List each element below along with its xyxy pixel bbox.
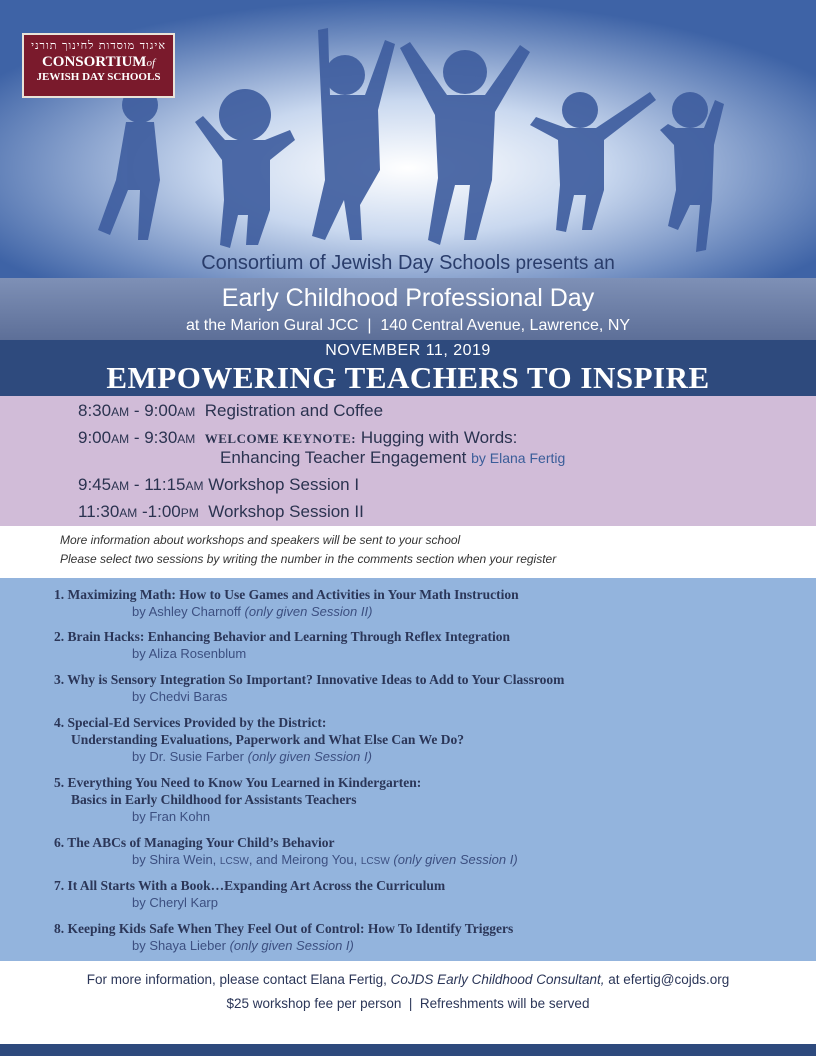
workshop-presenter: by Cheryl Karp (132, 895, 218, 910)
schedule-row (78, 502, 364, 522)
schedule-row (78, 428, 517, 448)
time-ampm: AM (119, 506, 138, 520)
time-start: 11:30 (78, 502, 120, 521)
time-sep: - (137, 502, 148, 521)
logo-hebrew-text: איגוד מוסדות לחינוך תורני (31, 39, 166, 52)
time-end: 9:30 (144, 428, 178, 447)
workshop-item (54, 774, 421, 825)
contact-line (0, 972, 816, 987)
keynote-label: WELCOME KEYNOTE: (204, 431, 357, 446)
time-sep: - (129, 401, 145, 420)
schedule-item-text: Hugging with Words: (360, 428, 518, 447)
time-start: 9:45 (78, 475, 112, 494)
workshop-presenter: by Fran Kohn (132, 809, 211, 824)
workshop-title: 5. Everything You Need to Know You Learned in Kindergarten: (54, 775, 422, 790)
workshop-title: 7. It All Starts With a Book…Expanding Art Across the Curriculum (54, 878, 446, 893)
contact-role: CoJDS Early Childhood Consultant, (390, 972, 605, 987)
workshop-item (54, 628, 510, 662)
schedule-row (78, 475, 359, 495)
time-ampm: AM (111, 479, 130, 493)
workshop-item (54, 671, 564, 705)
org-name: Consortium of Jewish Day Schools (201, 252, 511, 274)
workshop-item (54, 714, 464, 765)
time-ampm: AM (185, 479, 204, 493)
bottom-bar (0, 1044, 816, 1056)
time-start: 8:30 (78, 401, 112, 420)
contact-email: at efertig@cojds.org (604, 972, 730, 987)
note-line: Please select two sessions by writing the number in the comments section when your register (60, 552, 557, 566)
workshop-presenter: by Shaya Lieber (only given Session I) (132, 938, 354, 953)
workshop-presenter: by Shira Wein, LCSW, and Meirong You, LCSW (only given Session I) (132, 852, 518, 867)
presents-line (0, 252, 816, 275)
workshop-title: 6. The ABCs of Managing Your Child’s Behavior (54, 835, 335, 850)
title-band (0, 278, 816, 340)
time-ampm: AM (111, 432, 130, 446)
workshop-item (54, 834, 518, 870)
schedule-row (78, 401, 383, 421)
workshop-item (54, 877, 445, 911)
event-location: at the Marion Gural JCC | 140 Central Avenue, Lawrence, NY (185, 317, 631, 334)
schedule-item-text: Registration and Coffee (204, 401, 384, 420)
time-ampm: PM (180, 506, 199, 520)
schedule-item-text: Workshop Session I (208, 475, 360, 494)
time-ampm: AM (177, 432, 196, 446)
note-line: More information about workshops and speakers will be sent to your school (60, 533, 461, 547)
time-end: 1:00 (147, 502, 181, 521)
schedule-row-continued (220, 448, 565, 468)
keynote-speaker: by Elana Fertig (471, 450, 566, 466)
workshop-presenter: by Ashley Charnoff (only given Session II) (132, 604, 373, 619)
workshop-presenter: by Aliza Rosenblum (132, 646, 247, 661)
workshop-title: Basics in Early Childhood for Assistants Teachers (71, 792, 357, 807)
workshop-title: 3. Why is Sensory Integration So Important? Innovative Ideas to Add to Your Classroom (54, 672, 565, 687)
schedule-item-text: Enhancing Teacher Engagement (220, 448, 467, 467)
logo-line-1: CONSORTIUMof (41, 54, 156, 70)
contact-text: For more information, please contact Elana Fertig, (86, 972, 391, 987)
fee-line: $25 workshop fee per person | Refreshments will be served (226, 996, 590, 1011)
hero-banner (0, 0, 816, 280)
time-ampm: AM (111, 405, 130, 419)
time-start: 9:00 (78, 428, 112, 447)
headline-band (0, 340, 816, 396)
workshop-item (54, 920, 513, 954)
workshop-title: 1. Maximizing Math: How to Use Games and Activities in Your Math Instruction (54, 587, 519, 602)
notes (60, 531, 556, 569)
workshops-section (0, 578, 816, 961)
consortium-logo (22, 33, 175, 98)
workshop-presenter: by Dr. Susie Farber (only given Session I) (132, 749, 372, 764)
time-sep: - (129, 428, 145, 447)
event-date: NOVEMBER 11, 2019 (325, 342, 491, 359)
workshop-item (54, 586, 519, 620)
workshop-title: 2. Brain Hacks: Enhancing Behavior and Learning Through Reflex Integration (54, 629, 511, 644)
time-sep: - (129, 475, 145, 494)
workshop-presenter: by Chedvi Baras (132, 689, 228, 704)
schedule-section (0, 396, 816, 526)
schedule-item-text: Workshop Session II (208, 502, 364, 521)
logo-line-2: JEWISH DAY SCHOOLS (36, 71, 161, 83)
presents-text: presents an (515, 253, 615, 274)
time-end: 9:00 (144, 401, 178, 420)
event-headline: EMPOWERING TEACHERS TO INSPIRE (106, 360, 710, 395)
workshop-title: 4. Special-Ed Services Provided by the District: (54, 715, 327, 730)
workshop-title: 8. Keeping Kids Safe When They Feel Out of Control: How To Identify Triggers (54, 921, 514, 936)
time-end: 11:15 (144, 475, 186, 494)
workshop-title: Understanding Evaluations, Paperwork and What Else Can We Do? (71, 732, 464, 747)
event-title: Early Childhood Professional Day (221, 284, 595, 312)
time-ampm: AM (177, 405, 196, 419)
